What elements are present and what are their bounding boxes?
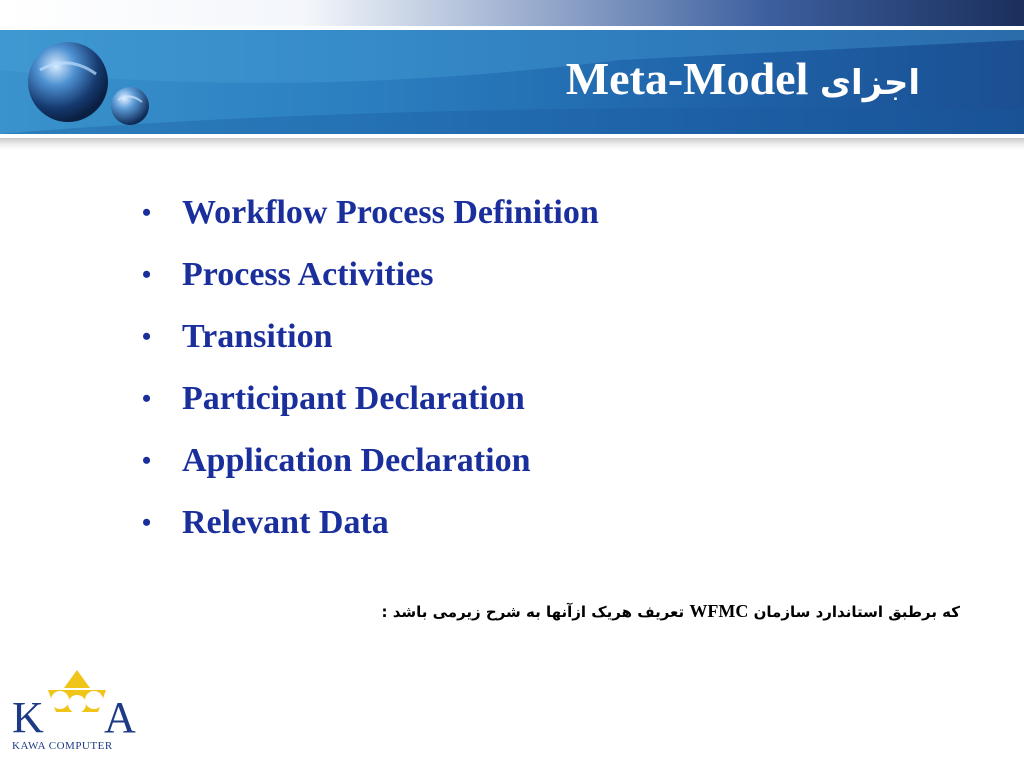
footnote-part-after: تعریف هریک ازآنها به شرح زیرمی باشد : [381,603,685,621]
svg-text:K: K [12,693,44,740]
bullet-text: Transition [182,318,333,355]
title-english: Meta-Model [565,53,809,104]
bullet-text: Workflow Process Definition [182,194,599,231]
bullet-text: Relevant Data [182,504,389,541]
bullet-list [140,190,599,562]
footnote-text [382,601,961,622]
bullet-text: Application Declaration [182,442,531,479]
bullet-marker: • [142,508,152,537]
bullet-marker: • [142,322,152,351]
bullet-item [140,500,599,562]
top-strip [0,0,1024,26]
kawa-logo-mark [0,660,154,740]
footnote-org: WFMC [689,601,749,621]
footnote-part-before: که برطبق استاندارد سازمان [753,603,960,621]
bullet-marker: • [142,384,152,413]
bullet-item [140,376,599,438]
title-persian: اجزای [819,63,920,103]
header-shadow [0,138,1024,150]
globe-small-icon [111,87,149,125]
bullet-text: Participant Declaration [182,380,525,417]
bullet-marker: • [142,198,152,227]
bullet-text: Process Activities [182,256,434,293]
bullet-item [140,438,599,500]
bullet-item [140,252,599,314]
bullet-item [140,314,599,376]
svg-text:A: A [104,693,136,740]
globe-large-icon [28,42,108,122]
bullet-marker: • [142,260,152,289]
bullet-marker: • [142,446,152,475]
logo-caption: KAWA COMPUTER [12,740,113,752]
bullet-item [140,190,599,252]
slide-title [565,53,920,104]
